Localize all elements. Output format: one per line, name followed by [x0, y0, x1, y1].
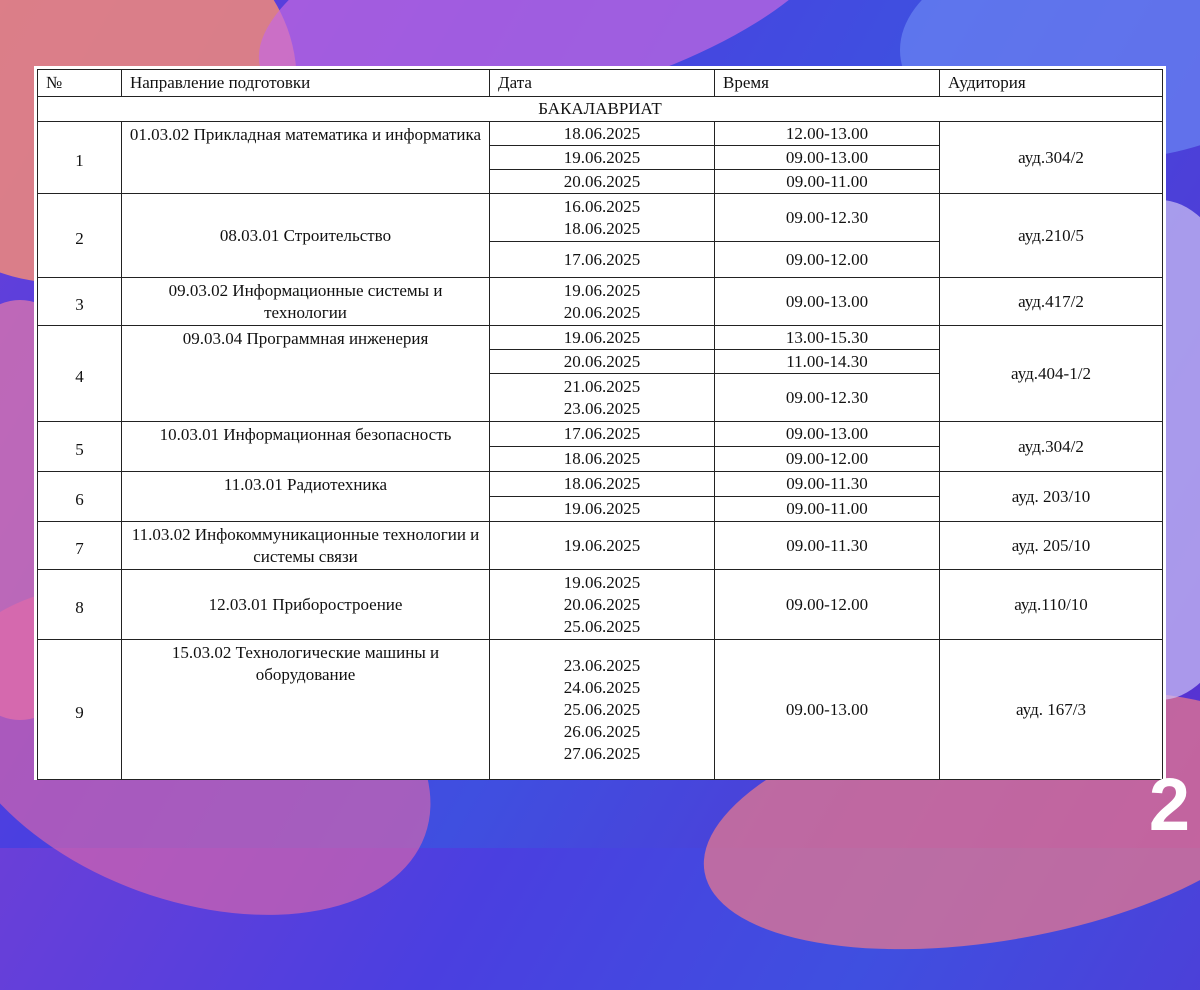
table-row [38, 122, 1163, 146]
row-number: 6 [38, 472, 122, 522]
time-cell: 09.00-13.00 [715, 146, 940, 170]
direction-cell: 11.03.02 Инфокоммуникационные технологии и системы связи [122, 522, 490, 570]
date-cell: 19.06.2025 [490, 146, 715, 170]
room-cell: ауд. 203/10 [940, 472, 1163, 522]
time-cell: 09.00-13.00 [715, 278, 940, 326]
time-cell: 13.00-15.30 [715, 326, 940, 350]
room-cell: ауд. 167/3 [940, 640, 1163, 780]
direction-cell: 08.03.01 Строительство [122, 194, 490, 278]
time-cell: 09.00-12.00 [715, 570, 940, 640]
schedule-sheet [34, 66, 1166, 780]
header-room: Аудитория [940, 70, 1163, 97]
table-row [38, 194, 1163, 242]
date-cell: 21.06.2025 23.06.2025 [490, 374, 715, 422]
table-row [38, 522, 1163, 570]
direction-cell: 10.03.01 Информационная безопасность [122, 422, 490, 472]
time-cell: 09.00-12.30 [715, 194, 940, 242]
direction-cell: 09.03.04 Программная инженерия [122, 326, 490, 422]
time-cell: 09.00-12.30 [715, 374, 940, 422]
room-cell: ауд.304/2 [940, 122, 1163, 194]
date-cell: 19.06.2025 20.06.2025 [490, 278, 715, 326]
date-cell: 16.06.2025 18.06.2025 [490, 194, 715, 242]
date-cell: 18.06.2025 [490, 122, 715, 146]
date-cell: 17.06.2025 [490, 422, 715, 447]
date-cell: 19.06.2025 20.06.2025 25.06.2025 [490, 570, 715, 640]
row-number: 2 [38, 194, 122, 278]
table-row [38, 570, 1163, 640]
room-cell: ауд.210/5 [940, 194, 1163, 278]
direction-cell: 01.03.02 Прикладная математика и информатика [122, 122, 490, 194]
header-time: Время [715, 70, 940, 97]
time-cell: 12.00-13.00 [715, 122, 940, 146]
room-cell: ауд.304/2 [940, 422, 1163, 472]
date-cell: 19.06.2025 [490, 522, 715, 570]
time-cell: 09.00-12.00 [715, 447, 940, 472]
table-row [38, 640, 1163, 780]
header-direction: Направление подготовки [122, 70, 490, 97]
row-number: 1 [38, 122, 122, 194]
room-cell: ауд.110/10 [940, 570, 1163, 640]
room-cell: ауд.417/2 [940, 278, 1163, 326]
time-cell: 09.00-12.00 [715, 242, 940, 278]
room-cell: ауд.404-1/2 [940, 326, 1163, 422]
time-cell: 09.00-11.30 [715, 522, 940, 570]
time-cell: 09.00-13.00 [715, 422, 940, 447]
direction-cell: 12.03.01 Приборостроение [122, 570, 490, 640]
page-number: 2 [1148, 763, 1190, 846]
table-row [38, 422, 1163, 447]
header-num: № [38, 70, 122, 97]
time-cell: 09.00-11.00 [715, 170, 940, 194]
table-row [38, 278, 1163, 326]
row-number: 3 [38, 278, 122, 326]
date-cell: 20.06.2025 [490, 350, 715, 374]
date-cell: 19.06.2025 [490, 497, 715, 522]
room-cell: ауд. 205/10 [940, 522, 1163, 570]
direction-cell: 11.03.01 Радиотехника [122, 472, 490, 522]
time-cell: 09.00-11.30 [715, 472, 940, 497]
row-number: 4 [38, 326, 122, 422]
section-title: БАКАЛАВРИАТ [38, 97, 1163, 122]
date-cell: 19.06.2025 [490, 326, 715, 350]
date-cell: 23.06.2025 24.06.2025 25.06.2025 26.06.2025 27.06.2025 [490, 640, 715, 780]
time-cell: 11.00-14.30 [715, 350, 940, 374]
date-cell: 18.06.2025 [490, 447, 715, 472]
schedule-table [37, 69, 1163, 780]
direction-cell: 15.03.02 Технологические машины и оборудование [122, 640, 490, 780]
row-number: 8 [38, 570, 122, 640]
row-number: 7 [38, 522, 122, 570]
table-row [38, 472, 1163, 497]
time-cell: 09.00-11.00 [715, 497, 940, 522]
date-cell: 18.06.2025 [490, 472, 715, 497]
date-cell: 17.06.2025 [490, 242, 715, 278]
row-number: 9 [38, 640, 122, 780]
direction-cell: 09.03.02 Информационные системы и технологии [122, 278, 490, 326]
date-cell: 20.06.2025 [490, 170, 715, 194]
table-row [38, 326, 1163, 350]
header-date: Дата [490, 70, 715, 97]
row-number: 5 [38, 422, 122, 472]
time-cell: 09.00-13.00 [715, 640, 940, 780]
